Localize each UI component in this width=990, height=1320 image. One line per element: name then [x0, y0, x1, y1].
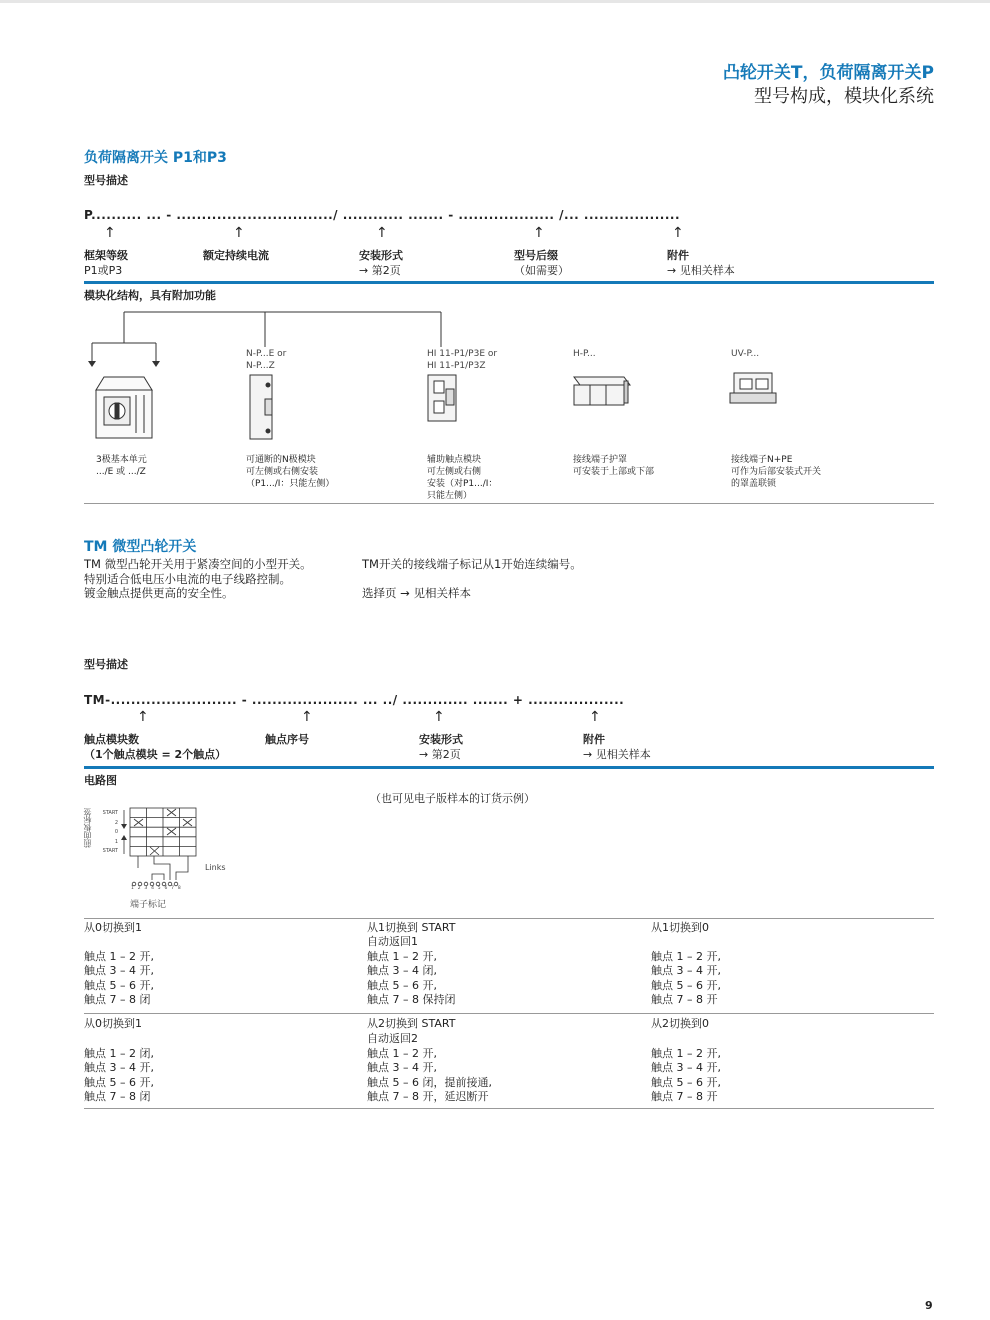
table-cell-body: 触点 1 – 2 开, 触点 3 – 4 开, 触点 5 – 6 开, 触点 7 – 8 闭 — [84, 949, 154, 1006]
field-label: 触点序号 — [265, 733, 309, 746]
field-label: 额定持续电流 — [203, 249, 269, 262]
section-divider — [84, 281, 934, 284]
section1-title: 负荷隔离开关 P1和P3 — [84, 150, 227, 166]
field-label: 安装形式 — [359, 249, 403, 262]
field-label: 附件 — [667, 249, 689, 262]
page-number: 9 — [925, 1299, 933, 1312]
modular-title: 模块化结构，具有附加功能 — [84, 289, 216, 302]
section-divider — [84, 766, 934, 769]
section2-type-desc: 型号描述 — [84, 658, 128, 671]
up-arrow-icon: ↑ — [233, 225, 245, 241]
table-cell-head: 从2切换到 START — [367, 1017, 456, 1030]
up-arrow-icon: ↑ — [433, 709, 445, 725]
field-value: → 第2页 — [359, 264, 401, 277]
field-label: 框架等级 — [84, 249, 128, 262]
n-module-icon — [250, 375, 272, 439]
field-value: （1个触点模块 = 2个触点） — [84, 748, 227, 761]
field-value: （如需要） — [514, 264, 569, 277]
table-cell-head: 从1切换到 START — [367, 921, 456, 934]
up-arrow-icon: ↑ — [137, 709, 149, 725]
section2-intro-right: TM开关的接线端子标记从1开始连续编号。 — [362, 557, 582, 571]
top-border — [0, 0, 990, 3]
module-code: HI 11-P1/P3E or HI 11-P1/P3Z — [427, 349, 498, 371]
table-cell-body: 自动返回1 触点 1 – 2 开, 触点 3 – 4 闭, 触点 5 – 6 开, 触点 7 – 8 保持闭 — [367, 935, 456, 1006]
module-code: UV-P... — [731, 349, 760, 359]
field-value: P1或P3 — [84, 264, 123, 277]
up-arrow-icon: ↑ — [301, 709, 313, 725]
field-label: 触点模块数 — [84, 733, 139, 746]
section2-intro-left: TM 微型凸轮开关用于紧凑空间的小型开关。 特别适合低电压小电流的电子线路控制。 镀金触点提供更高的安全性。 — [84, 557, 312, 600]
table-cell-head: 从0切换到1 — [84, 921, 142, 934]
table-cell-body: 触点 1 – 2 闭, 触点 3 – 4 开, 触点 5 – 6 开, 触点 7 – 8 闭 — [84, 1046, 154, 1103]
module-desc: 可通断的N极模块 可左侧或右侧安装 （P1.../I：只能左侧） — [246, 455, 335, 489]
table-cell-head: 从2切换到0 — [651, 1017, 709, 1030]
section1-code: P.......... ... - .............................../ ............ ....... - ................... /... ................... — [84, 208, 681, 222]
front-label: 前面板标签 — [83, 808, 92, 848]
section2-select-page: 选择页 → 见相关样本 — [362, 586, 471, 600]
table-cell-body: 触点 1 – 2 开, 触点 3 – 4 开, 触点 5 – 6 开, 触点 7 – 8 开 — [651, 949, 721, 1006]
up-arrow-icon: ↑ — [104, 225, 116, 241]
field-value: → 见相关样本 — [583, 748, 651, 761]
page-title: 凸轮开关T，负荷隔离开关P — [722, 63, 934, 83]
section2-title: TM 微型凸轮开关 — [84, 539, 197, 555]
diagram-rows: START 2 0 1 START — [102, 810, 118, 854]
module-code: N-P...E or N-P...Z — [246, 349, 287, 371]
section2-code: TM-......................... - ..................... ... ../ ............. ....... + ................... — [84, 693, 625, 707]
section-divider — [84, 503, 934, 504]
module-desc: 3极基本单元 .../E 或 .../Z — [96, 455, 147, 477]
field-label: 安装形式 — [419, 733, 463, 746]
contact-grid-diagram — [118, 806, 218, 896]
links-label: Links — [205, 863, 226, 872]
terminal-numbers: 1 2 3 4 5 6 7 8 — [131, 886, 182, 891]
field-value: → 见相关样本 — [667, 264, 735, 277]
table-row-rule — [84, 1013, 934, 1014]
modular-diagram — [84, 305, 784, 465]
table-top-rule — [84, 918, 934, 919]
module-desc: 接线端子护罩 可安装于上部或下部 — [573, 455, 655, 477]
table-cell-body: 触点 1 – 2 开, 触点 3 – 4 开, 触点 5 – 6 开, 触点 7 – 8 开 — [651, 1046, 721, 1103]
circuit-title: 电路图 — [84, 774, 117, 787]
module-desc: 辅助触点模块 可左侧或右侧 安装（对P1.../I： 只能左侧） — [427, 455, 498, 501]
base-unit-icon — [96, 377, 152, 438]
npe-terminal-icon — [730, 373, 776, 403]
up-arrow-icon: ↑ — [376, 225, 388, 241]
up-arrow-icon: ↑ — [589, 709, 601, 725]
field-value: → 第2页 — [419, 748, 461, 761]
section1-type-desc: 型号描述 — [84, 174, 128, 187]
table-cell-head: 从0切换到1 — [84, 1017, 142, 1030]
terminal-cover-icon — [574, 377, 630, 405]
up-arrow-icon: ↑ — [533, 225, 545, 241]
module-desc: 接线端子N+PE 可作为后部安装式开关 的罩盖联锁 — [731, 455, 822, 489]
page-subtitle: 型号构成，模块化系统 — [754, 86, 934, 107]
module-code: H-P... — [573, 349, 596, 359]
table-cell-body: 自动返回2 触点 1 – 2 开, 触点 3 – 4 开, 触点 5 – 6 闭，提前接通, 触点 7 – 8 开，延迟断开 — [367, 1032, 492, 1103]
field-label: 附件 — [583, 733, 605, 746]
up-arrow-icon: ↑ — [672, 225, 684, 241]
field-label: 型号后缀 — [514, 249, 558, 262]
terminal-label: 端子标记 — [130, 900, 167, 910]
circuit-note: （也可见电子版样本的订货示例） — [370, 792, 535, 805]
table-bottom-rule — [84, 1108, 934, 1109]
table-cell-head: 从1切换到0 — [651, 921, 709, 934]
aux-contact-icon — [428, 375, 456, 421]
